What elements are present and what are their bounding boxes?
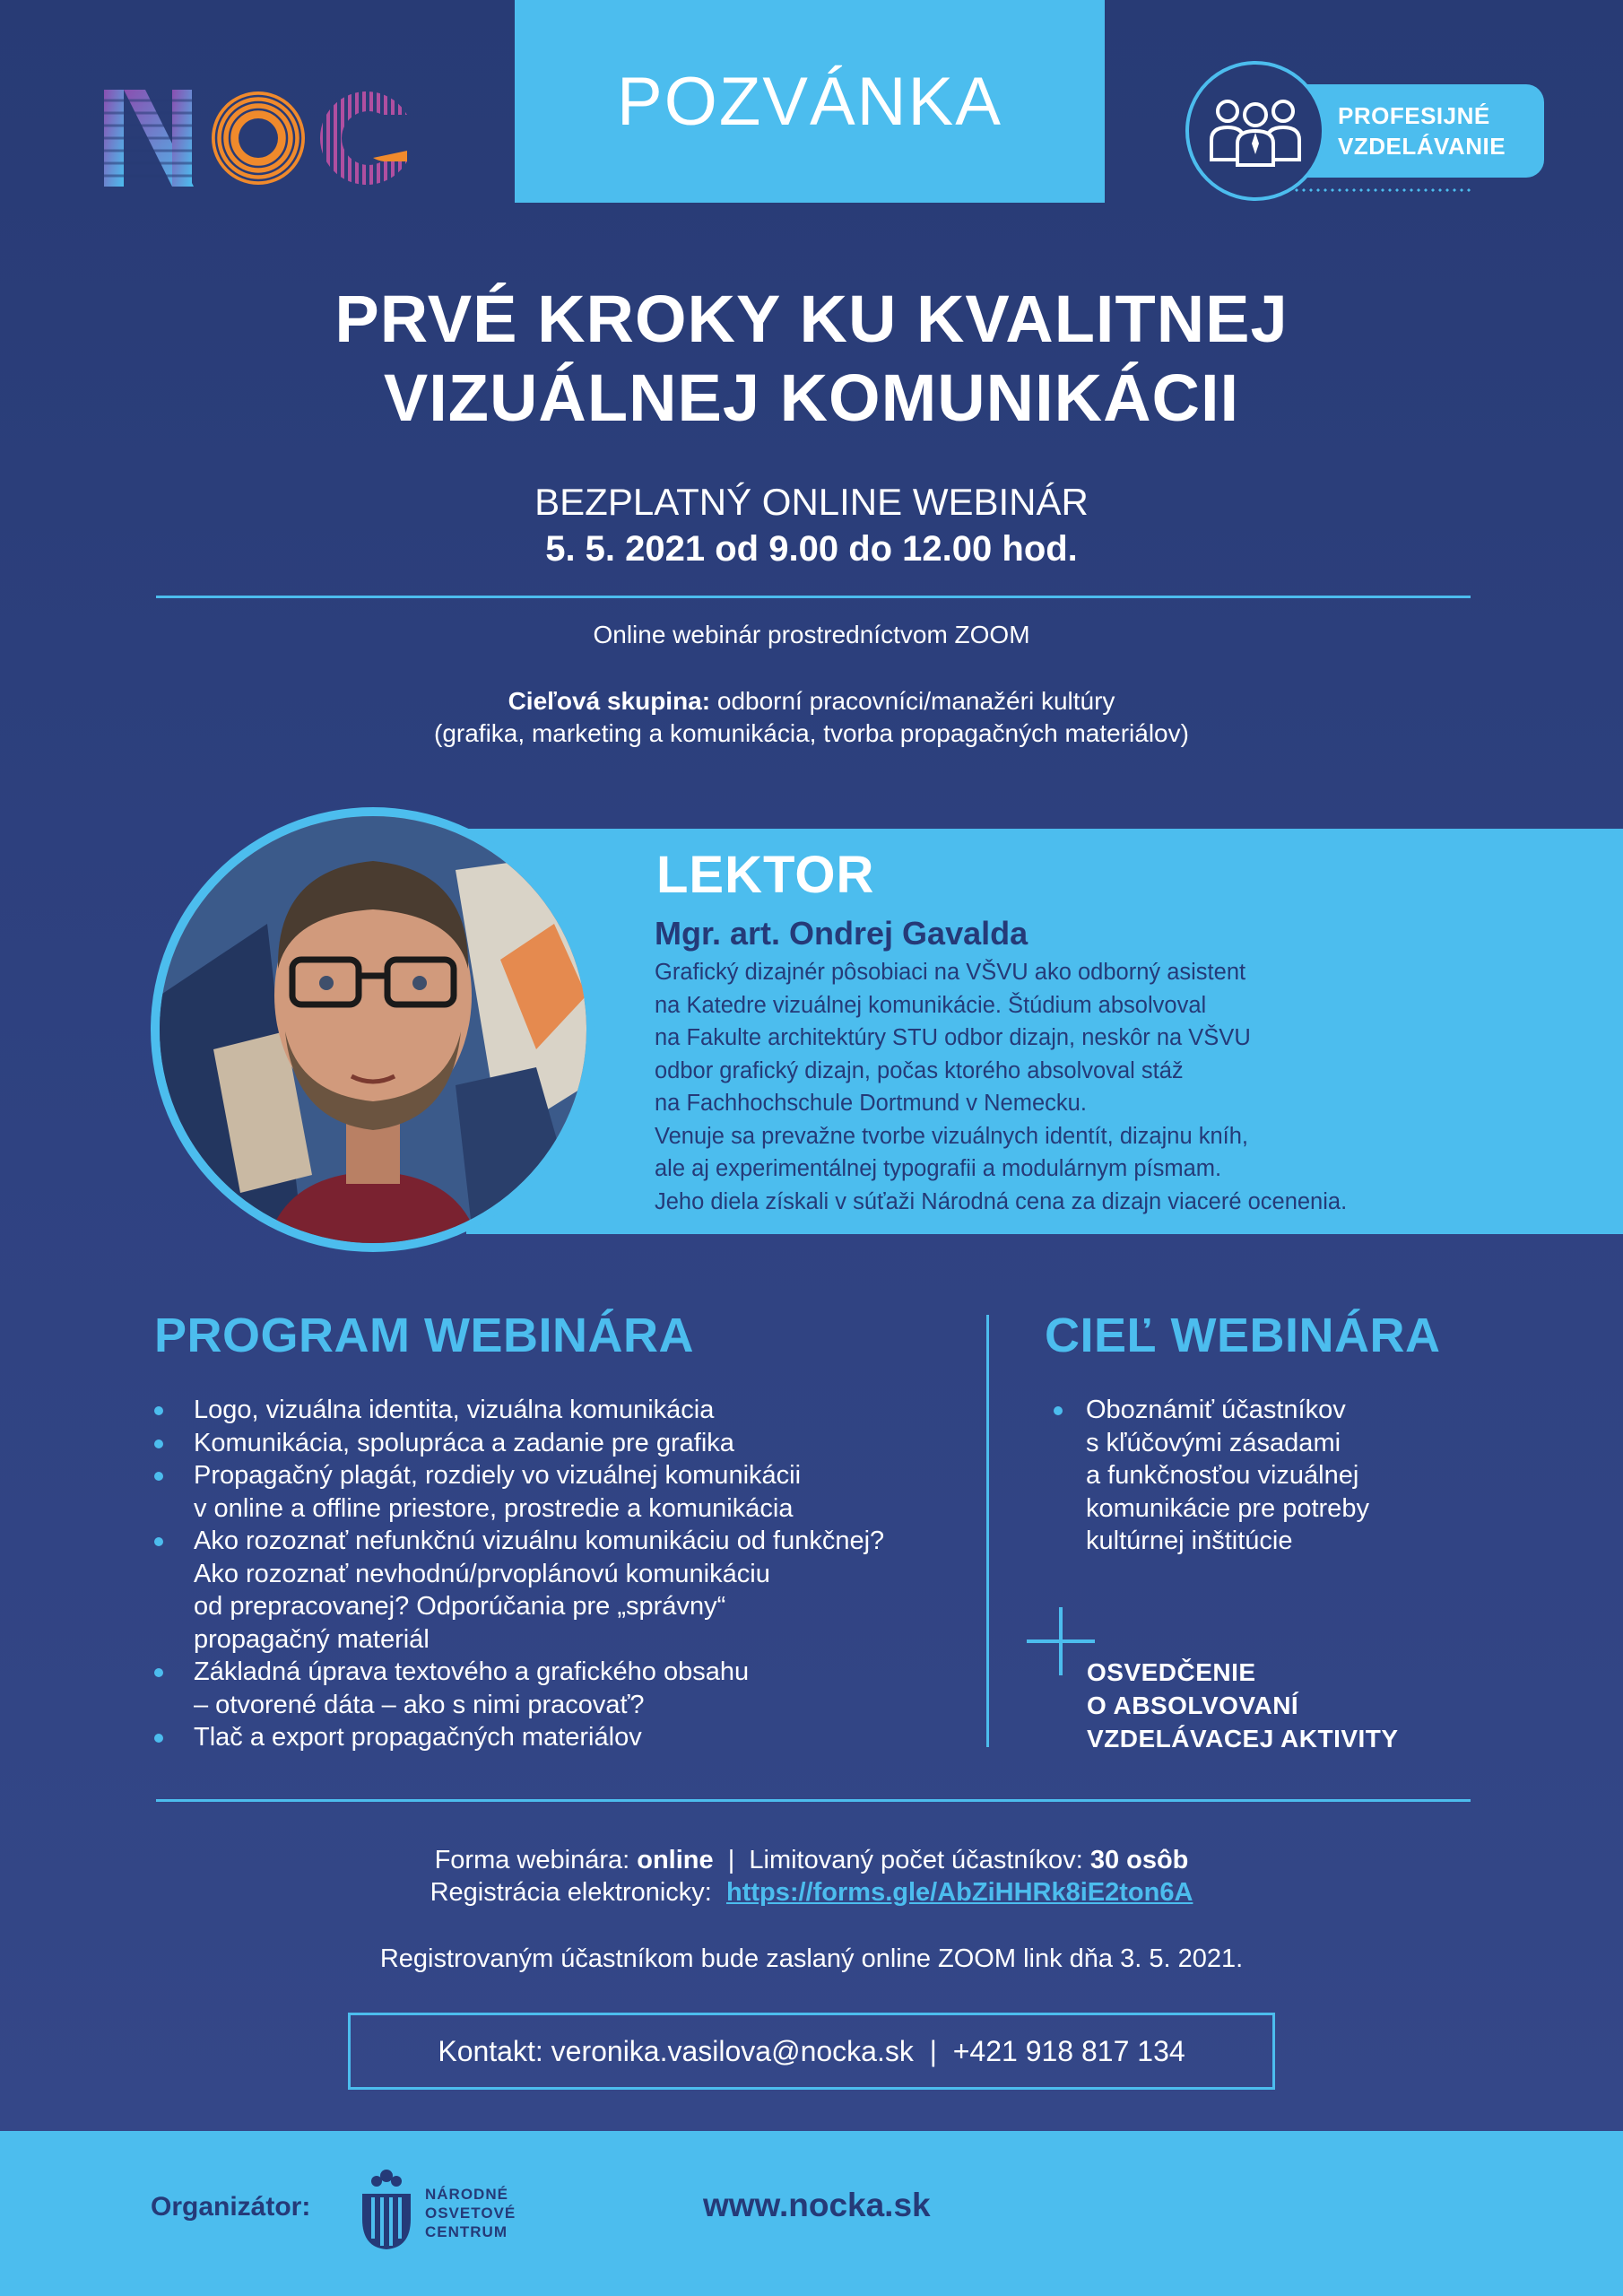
noc-organization-name xyxy=(425,2185,516,2241)
registration-label: Registrácia elektronicky: xyxy=(430,1878,726,1907)
lektor-bio-line: Grafický dizajnér pôsobiaci na VŠVU ako odborný asistent xyxy=(655,960,1246,985)
webinar-form-info xyxy=(0,1846,1623,1875)
noc-logo xyxy=(104,88,409,188)
noc-emblem-icon xyxy=(357,2167,416,2251)
lektor-bio-line: na Katedre vizuálnej komunikácie. Štúdium absolvoval xyxy=(655,992,1207,1018)
program-item: Propagačný plagát, rozdiely vo vizuálnej komunikácii v online a offline priestore, prostredie a komunikácia xyxy=(154,1459,979,1525)
badge-text xyxy=(1338,100,1544,161)
program-list xyxy=(154,1394,979,1754)
form-label: Forma webinára: xyxy=(434,1846,638,1874)
badge-line-2: VZDELÁVANIE xyxy=(1338,133,1506,160)
program-item: Základná úprava textového a grafického obsahu – otvorené dáta – ako s nimi pracovať? xyxy=(154,1656,979,1721)
column-divider xyxy=(986,1315,989,1747)
event-title xyxy=(0,280,1623,438)
certificate-note: OSVEDČENIE O ABSOLVOVANÍ VZDELÁVACEJ AKTIVITY xyxy=(1087,1658,1399,1752)
contact-text[interactable]: Kontakt: veronika.vasilova@nocka.sk | +421 918 817 134 xyxy=(438,2034,1185,2067)
contact-box xyxy=(348,2013,1275,2090)
limit-label: Limitovaný počet účastníkov: xyxy=(749,1846,1090,1874)
registration-info xyxy=(0,1878,1623,1908)
target-group-note: (grafika, marketing a komunikácia, tvorba propagačných materiálov) xyxy=(434,719,1189,747)
program-item: Logo, vizuálna identita, vizuálna komunikácia xyxy=(154,1394,979,1427)
separator: | xyxy=(713,1846,750,1874)
lektor-bio-line: na Fakulte architektúry STU odbor dizajn, neskôr na VŠVU xyxy=(655,1025,1251,1050)
lektor-portrait xyxy=(160,816,586,1243)
event-subtitle: BEZPLATNÝ ONLINE WEBINÁR xyxy=(534,481,1089,523)
badge-line-1: PROFESIJNÉ xyxy=(1338,102,1490,129)
badge-circle xyxy=(1185,61,1325,201)
badge-dotted-line xyxy=(1293,188,1472,192)
target-group-label: Cieľová skupina: xyxy=(508,687,711,715)
form-value: online xyxy=(637,1846,714,1874)
program-heading: PROGRAM WEBINÁRA xyxy=(154,1309,694,1362)
goal-heading: CIEĽ WEBINÁRA xyxy=(1045,1309,1441,1362)
event-title-line-2: VIZUÁLNEJ KOMUNIKÁCII xyxy=(383,361,1240,435)
org-name-line: CENTRUM xyxy=(425,2223,508,2240)
registration-link[interactable]: https://forms.gle/AbZiHHRk8iE2ton6A xyxy=(725,1878,1193,1907)
program-item: Ako rozoznať nefunkčnú vizuálnu komunikáciu od funkčnej? Ako rozoznať nevhodnú/prvoplánovú komunikáciu od prepracovanej? Odporúčania pre „správny“ propagačný materiál xyxy=(154,1525,979,1656)
lektor-bio-line: ale aj experimentálnej typografii a modulárnym písmam. xyxy=(655,1156,1222,1181)
lektor-photo-frame xyxy=(151,807,595,1252)
divider-top xyxy=(156,596,1471,598)
invitation-label: POZVÁNKA xyxy=(617,63,1002,140)
lektor-bio xyxy=(655,956,1605,1218)
lektor-photo xyxy=(160,816,586,1243)
professional-education-badge xyxy=(1185,61,1562,204)
target-group-value: odborní pracovníci/manažéri kultúry xyxy=(710,687,1115,715)
lektor-bio-line: na Fachhochschule Dortmund v Nemecku. xyxy=(655,1091,1087,1116)
lektor-bio-line: odbor grafický dizajn, počas ktorého absolvoval stáž xyxy=(655,1057,1184,1083)
people-icon xyxy=(1206,95,1305,167)
lektor-heading: LEKTOR xyxy=(656,846,875,904)
website-link[interactable]: www.nocka.sk xyxy=(703,2187,931,2223)
event-title-line-1: PRVÉ KROKY KU KVALITNEJ xyxy=(334,282,1289,356)
program-item: Tlač a export propagačných materiálov xyxy=(154,1721,979,1754)
lektor-bio-line: Venuje sa prevažne tvorbe vizuálnych identít, dizajnu kníh, xyxy=(655,1123,1248,1149)
event-date: 5. 5. 2021 od 9.00 do 12.00 hod. xyxy=(545,529,1078,569)
lektor-bio-line: Jeho diela získali v súťaži Národná cena za dizajn viaceré ocenenia. xyxy=(655,1188,1348,1214)
invitation-banner xyxy=(515,0,1105,203)
goal-item: Oboznámiť účastníkov s kľúčovými zásadami a funkčnosťou vizuálnej komunikácie pre potreby kultúrnej inštitúcie xyxy=(1054,1394,1466,1558)
org-name-line: OSVETOVÉ xyxy=(425,2205,516,2222)
lektor-name: Mgr. art. Ondrej Gavalda xyxy=(655,915,1028,952)
limit-value: 30 osôb xyxy=(1089,1846,1189,1874)
zoom-link-note: Registrovaným účastníkom bude zaslaný online ZOOM link dňa 3. 5. 2021. xyxy=(379,1944,1244,1973)
target-group xyxy=(0,685,1623,750)
org-name-line: NÁRODNÉ xyxy=(425,2186,508,2203)
divider-bottom xyxy=(156,1799,1471,1802)
plus-icon xyxy=(1027,1607,1095,1675)
goal-list xyxy=(1054,1394,1466,1558)
organizer-label: Organizátor: xyxy=(151,2192,311,2222)
program-item: Komunikácia, spolupráca a zadanie pre grafika xyxy=(154,1427,979,1460)
zoom-info: Online webinár prostredníctvom ZOOM xyxy=(593,621,1030,648)
